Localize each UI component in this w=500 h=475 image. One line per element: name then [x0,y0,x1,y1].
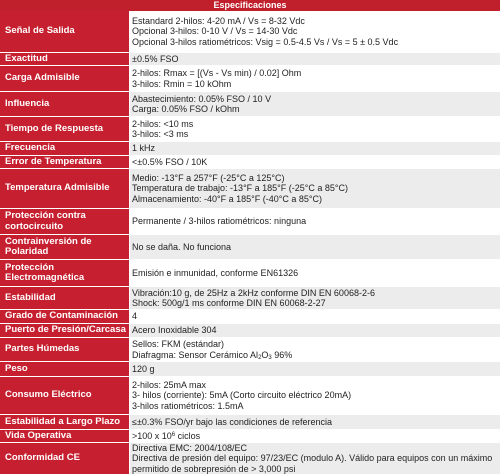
value-line: 2-hilos: 25mA max [132,379,207,390]
table-row [0,362,500,377]
value-line: >100 x $10^6$ ciclos [132,430,201,441]
row-value [130,362,500,376]
row-label: Protección contra cortocircuito [0,209,129,234]
row-value [130,430,500,442]
value-line: 3-hilos: <3 ms [132,129,189,139]
table-row [0,209,500,235]
value-line: Opcional 3-hilos: 0-10 V / Vs = 14-30 Vdc [132,26,298,37]
row-value [130,260,500,286]
row-value [130,142,500,155]
table-row [0,377,500,415]
row-label: Estabilidad a Largo Plazo [0,415,129,429]
row-value [130,415,500,429]
value-line: Permanente / 3-hilos ratiométricos: ninguna [132,216,307,227]
value-line: Medio: -13°F a 257°F (-25°C a 125°C) [132,172,285,183]
table-row [0,324,500,338]
row-label: Influencia [0,92,129,116]
row-label: Vida Operativa [0,430,129,442]
value-line: 120 g [132,363,155,374]
table-row [0,430,500,443]
row-label: Carga Admisible [0,66,129,91]
row-value [130,443,500,474]
table-header: Especificaciones [0,0,500,11]
value-line: No se daña. No funciona [132,241,232,252]
value-line: Temperatura de trabajo: -13°F a 185°F (-25°C a 85°C) [132,183,348,194]
value-line: ±0.5% FSO [132,53,179,64]
table-row [0,287,500,310]
row-label: Exactitud [0,53,129,65]
value-line: Sellos: FKM (estándar) [132,339,225,349]
row-value [130,235,500,259]
row-label: Consumo Eléctrico [0,377,129,414]
value-line: Carga: 0.05% FSO / kOhm [132,104,240,114]
value-line: permitido de sobrepresión de > 3,000 psi [132,463,296,474]
row-label: Error de Temperatura [0,156,129,168]
value-line: Directiva EMC: 2004/108/EC [132,443,248,453]
value-line: 3- hilos (corriente): 5mA (Corto circuito eléctrico 20mA) [132,390,352,401]
table-row [0,260,500,287]
value-line: Diafragma: Sensor Cerámico $Al_2O_3$ 96% [132,349,293,361]
value-line: Shock: 500g/1 ms conforme DIN EN 60068-2-27 [132,298,326,308]
row-label: Tiempo de Respuesta [0,117,129,141]
value-line: <±0.5% FSO / 10K [132,156,208,167]
value-line: Almacenamiento: -40°F a 185°F (-40°C a 85°C) [132,193,322,204]
value-line: 3-hilos ratiométricos: 1.5mA [132,400,244,411]
value-line: 1 kHz [132,143,156,154]
row-value [130,53,500,65]
value-line: Opcional 3-hilos ratiométricos: Vsig = 0.5-4.5 Vs / Vs = 5 ± 0.5 Vdc [132,36,399,47]
value-line: ≤±0.3% FSO/yr bajo las condiciones de referencia [132,416,332,427]
table-row [0,142,500,156]
table-row [0,169,500,209]
value-line: Directiva de presión del equipo: 97/23/EC (modulo A). Válido para equipos con un máximo [132,453,493,464]
table-row [0,156,500,169]
table-row [0,415,500,430]
value-line: Abastecimiento: 0.05% FSO / 10 V [132,93,272,104]
table-row [0,338,500,362]
table-row [0,92,500,117]
table-row [0,235,500,260]
row-label: Peso [0,362,129,376]
row-value [130,287,500,309]
row-label: Protección Electromagnética [0,260,129,286]
row-value [130,209,500,234]
value-line: Vibración:10 g, de 25Hz a 2kHz conforme DIN EN 60068-2-6 [132,287,375,298]
row-label: Frecuencia [0,142,129,155]
row-value [130,338,500,361]
row-label: Estabilidad [0,287,129,309]
row-label: Señal de Salida [0,11,129,52]
row-value [130,92,500,116]
row-label: Grado de Contaminación [0,310,129,323]
table-row [0,11,500,53]
row-value [130,117,500,141]
value-line: Estandard 2-hilos: 4-20 mA / Vs = 8-32 Vdc [132,15,305,26]
row-label: Temperatura Admisible [0,169,129,208]
table-row [0,66,500,92]
row-label: Puerto de Presión/Carcasa [0,324,129,337]
row-value [130,156,500,168]
table-row [0,443,500,475]
value-line: 4 [132,311,138,322]
row-value [130,66,500,91]
value-line: 2-hilos: <10 ms [132,118,194,129]
row-value [130,11,500,52]
value-line: Acero Inoxidable 304 [132,325,217,336]
table-row [0,53,500,66]
value-line: 3-hilos: Rmin = 10 kOhm [132,78,232,89]
table-row [0,117,500,142]
row-label: Contrainversión de Polaridad [0,235,129,259]
row-label: Conformidad CE [0,443,129,474]
row-value [130,377,500,414]
table-row [0,310,500,324]
row-value [130,310,500,323]
row-value [130,324,500,337]
row-label: Partes Húmedas [0,338,129,361]
row-value [130,169,500,208]
value-line: Emisión e inmunidad, conforme EN61326 [132,267,299,278]
value-line: 2-hilos: Rmax = [(Vs - Vs min) / 0.02] Ohm [132,68,302,78]
